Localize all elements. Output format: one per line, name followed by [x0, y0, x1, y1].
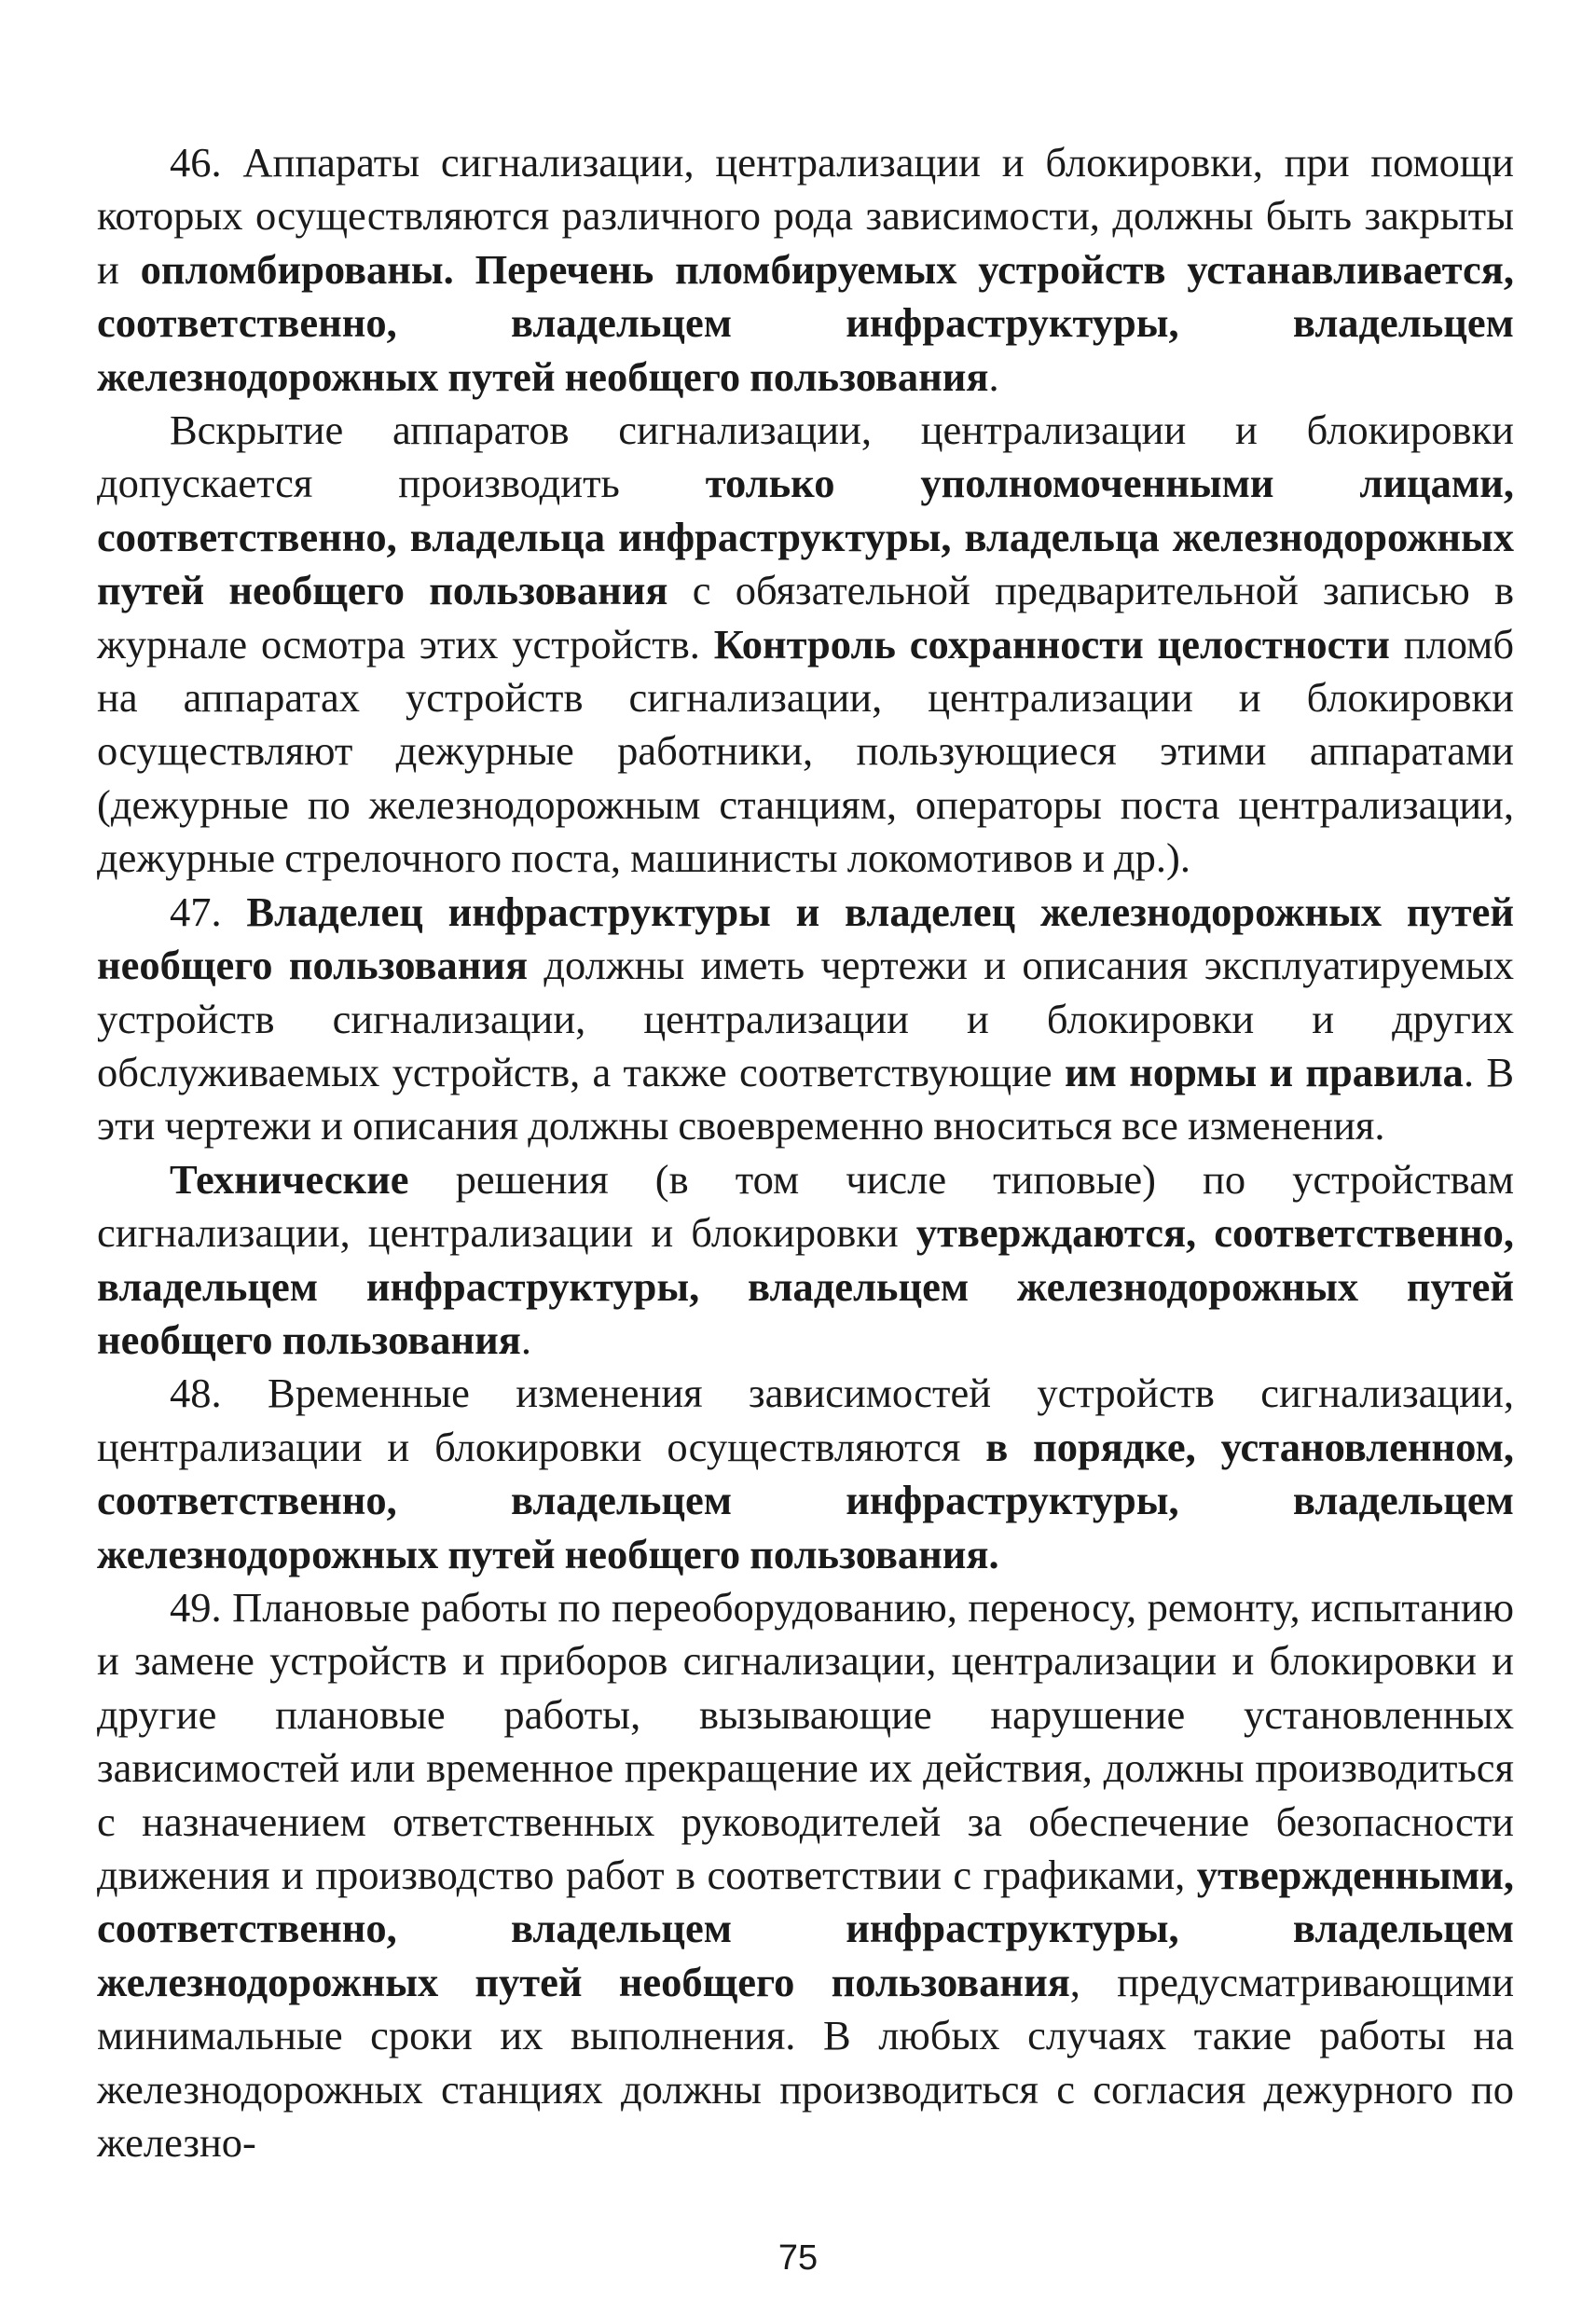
- paragraph-47: [97, 886, 1514, 1153]
- paragraph-46: [97, 136, 1514, 404]
- text-segment-bold: только уполномоченными лицами, соответственно, владельца инфраструктуры, владельца железнодорожных путей необщего пользования: [97, 460, 1514, 614]
- text-segment: .: [520, 1315, 532, 1363]
- text-segment-bold: в порядке, установленном, соответственно, владельцем инфраструктуры, владельцем железнодорожных путей необщего пользования.: [97, 1423, 1514, 1577]
- text-segment: 46. Аппараты сигнализации, централизации и блокировки, при помощи которых осуществляются различного рода зависимости, должны быть закрыты и: [97, 139, 1514, 293]
- text-segment-bold: опломбированы. Перечень пломбируемых устройств устанавливается, соответственно, владельцем инфраструктуры, владельцем железнодорожных путей необщего пользования: [97, 245, 1514, 400]
- page-number: 75: [777, 2238, 819, 2278]
- text-segment: пломб на аппаратах устройств сигнализации, централизации и блокировки осуществляют дежурные работники, пользующиеся этими аппаратами (дежурные по железнодорожным станциям, операторы поста централизации, дежурные стрелочного поста, машинисты локомотивов и др.).: [97, 620, 1514, 882]
- text-segment: с обязательной предварительной записью в журнале осмотра этих устройств.: [97, 567, 1514, 668]
- text-segment-bold: им нормы и правила: [1064, 1048, 1464, 1095]
- text-segment: должны иметь чертежи и описания эксплуатируемых устройств сигнализации, централизации и блокировки и других обслуживаемых устройств, а также соответствующие: [97, 942, 1514, 1095]
- paragraph-49: [97, 1581, 1514, 2169]
- text-segment: Вскрытие аппаратов сигнализации, централизации и блокировки допускается производить: [97, 406, 1514, 507]
- paragraph-46-opening: [97, 404, 1514, 886]
- document-body: [97, 136, 1514, 2169]
- text-segment: . В эти чертежи и описания должны своевременно вноситься все изменения.: [97, 1048, 1515, 1150]
- paragraph-47-technical: [97, 1153, 1514, 1368]
- text-segment-bold: утвержденными, соответственно, владельцем инфраструктуры, владельцем железнодорожных путей необщего пользования: [97, 1852, 1514, 2005]
- text-segment-bold: утверждаются, соответственно, владельцем инфраструктуры, владельцем железнодорожных путей необщего пользования: [97, 1209, 1515, 1363]
- text-segment: 49. Плановые работы по переоборудованию, переносу, ремонту, испытанию и замене устройств и приборов сигнализации, централизации и блокировки и другие плановые работы, вызывающие нарушение установленных зависимостей или временное прекращение их действия, должны производиться с назначением ответственных руководителей за обеспечение безопасности движения и производство работ в соответствии с графиками,: [97, 1583, 1514, 1898]
- paragraph-48: [97, 1367, 1514, 1581]
- text-segment-bold: Контроль сохранности целостности: [713, 620, 1390, 668]
- text-segment: решения (в том числе типовые) по устройствам сигнализации, централизации и блокировки: [97, 1155, 1514, 1257]
- text-segment-bold: Технические: [170, 1155, 409, 1203]
- text-segment: .: [988, 352, 999, 400]
- text-segment: 48. Временные изменения зависимостей устройств сигнализации, централизации и блокировки осуществляются: [97, 1370, 1514, 1470]
- text-segment-bold: Владелец инфраструктуры и владелец железнодорожных путей необщего пользования: [97, 888, 1514, 989]
- text-segment: , предусматривающими минимальные сроки их выполнения. В любых случаях такие работы на железнодорожных станциях должны производиться с согласия дежурного по железно-: [97, 1958, 1515, 2167]
- text-segment: 47.: [170, 888, 247, 935]
